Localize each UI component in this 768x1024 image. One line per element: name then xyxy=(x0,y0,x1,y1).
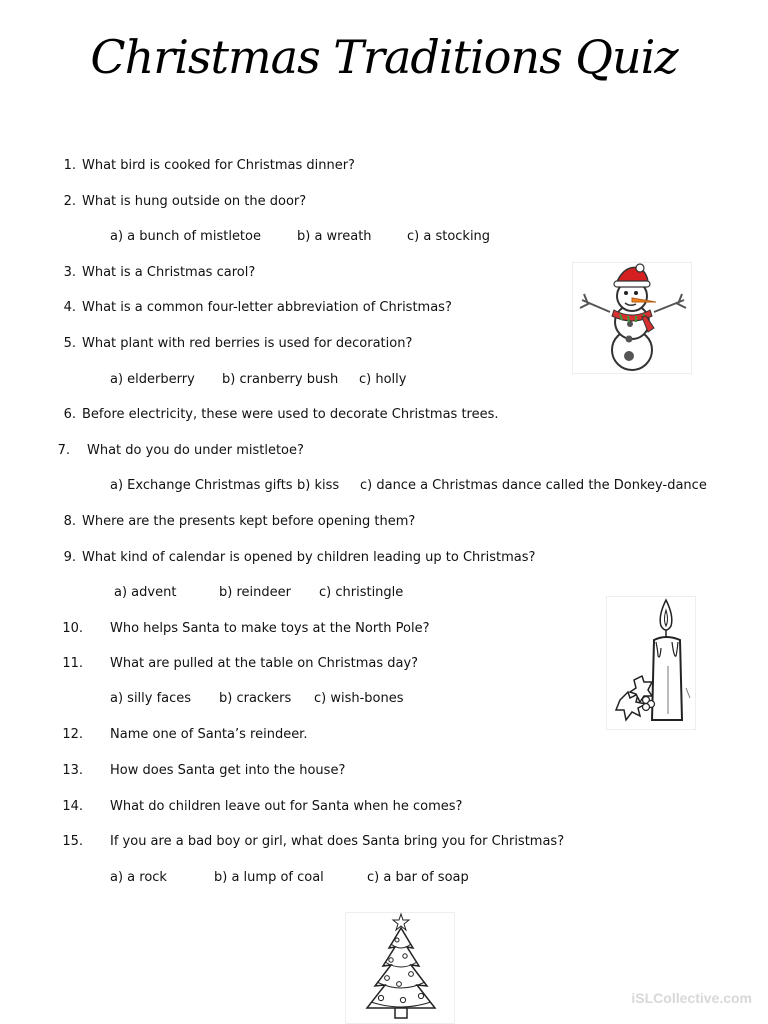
question-text: Name one of Santa’s reindeer. xyxy=(110,727,308,742)
question-number: 13. xyxy=(62,763,83,778)
option-q9-a: a) advent xyxy=(114,585,177,600)
option-q5-c: c) holly xyxy=(359,372,407,387)
option-q7-b: b) kiss xyxy=(297,478,340,493)
option-q5-a: a) elderberry xyxy=(110,372,195,387)
question-text: What plant with red berries is used for decoration? xyxy=(82,336,413,351)
question-number: 6. xyxy=(63,407,76,422)
question-text: Where are the presents kept before opening them? xyxy=(82,514,416,529)
quiz-title: Christmas Traditions Quiz xyxy=(90,30,678,84)
question-text: What kind of calendar is opened by children leading up to Christmas? xyxy=(82,550,536,565)
question-text: Who helps Santa to make toys at the North Pole? xyxy=(110,621,430,636)
question-text: Before electricity, these were used to decorate Christmas trees. xyxy=(82,407,499,422)
question-text: What do children leave out for Santa when he comes? xyxy=(110,799,463,814)
question-text: What is a Christmas carol? xyxy=(82,265,256,280)
question-text: What is hung outside on the door? xyxy=(82,194,307,209)
option-q7-c: c) dance a Christmas dance called the Donkey-dance xyxy=(360,478,707,493)
question-number: 14. xyxy=(62,799,83,814)
option-q15-c: c) a bar of soap xyxy=(367,870,469,885)
option-q2-b: b) a wreath xyxy=(297,229,372,244)
question-number: 1. xyxy=(63,158,76,173)
question-number: 10. xyxy=(62,621,83,636)
option-q15-b: b) a lump of coal xyxy=(214,870,324,885)
question-number: 8. xyxy=(63,514,76,529)
question-text: What do you do under mistletoe? xyxy=(87,443,304,458)
question-number: 11. xyxy=(62,656,83,671)
option-q11-c: c) wish-bones xyxy=(314,691,404,706)
option-q2-a: a) a bunch of mistletoe xyxy=(110,229,261,244)
option-q9-b: b) reindeer xyxy=(219,585,291,600)
candle-holly-icon xyxy=(606,596,696,730)
question-number: 9. xyxy=(63,550,76,565)
question-text: What bird is cooked for Christmas dinner? xyxy=(82,158,355,173)
question-number: 4. xyxy=(63,300,76,315)
option-q2-c: c) a stocking xyxy=(407,229,491,244)
question-number: 5. xyxy=(63,336,76,351)
option-q9-c: c) christingle xyxy=(319,585,404,600)
question-number: 15. xyxy=(62,834,83,849)
question-number: 12. xyxy=(62,727,83,742)
option-q15-a: a) a rock xyxy=(110,870,167,885)
question-text: If you are a bad boy or girl, what does Santa bring you for Christmas? xyxy=(110,834,565,849)
christmas-tree-icon xyxy=(345,912,455,1024)
option-q7-a: a) Exchange Christmas gifts xyxy=(110,478,293,493)
snowman-icon xyxy=(572,262,692,374)
question-number: 7. xyxy=(57,443,70,458)
option-q5-b: b) cranberry bush xyxy=(222,372,339,387)
question-text: What are pulled at the table on Christmas day? xyxy=(110,656,419,671)
option-q11-b: b) crackers xyxy=(219,691,292,706)
question-text: What is a common four-letter abbreviation of Christmas? xyxy=(82,300,452,315)
question-number: 3. xyxy=(63,265,76,280)
site-watermark: iSLCollective.com xyxy=(631,990,752,1006)
option-q11-a: a) silly faces xyxy=(110,691,192,706)
question-number: 2. xyxy=(63,194,76,209)
question-text: How does Santa get into the house? xyxy=(110,763,346,778)
